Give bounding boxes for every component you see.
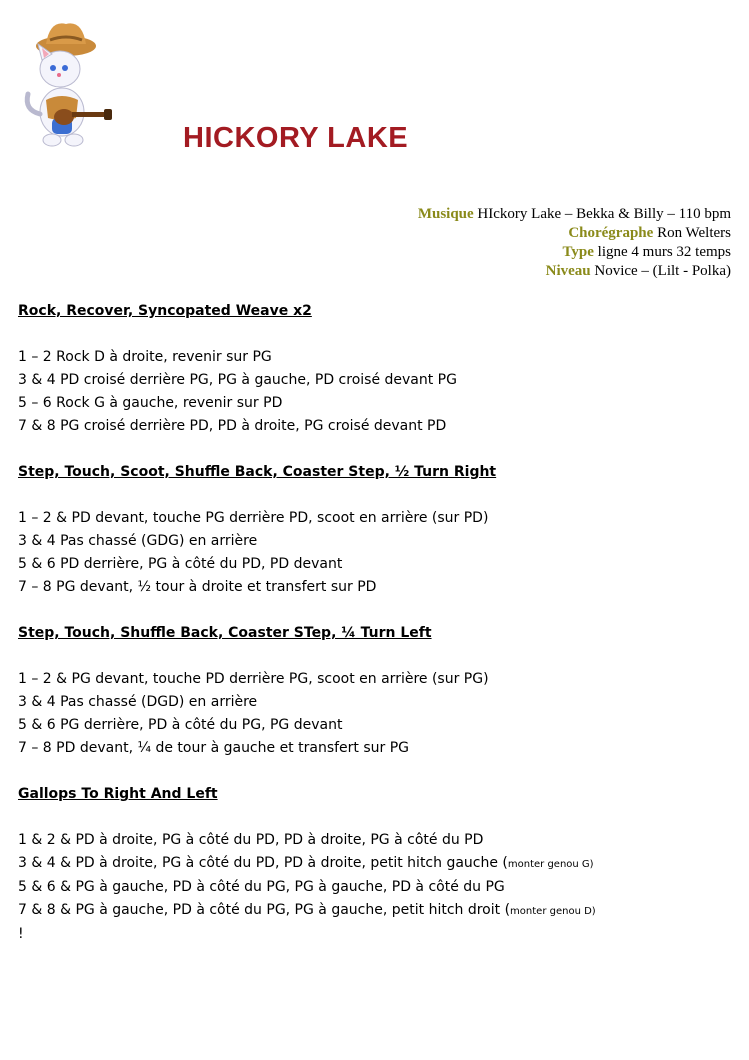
section-3 [18, 622, 738, 760]
section-1 [18, 300, 738, 438]
info-level: Niveau Novice – (Lilt - Polka) [545, 263, 731, 279]
step-line [18, 899, 738, 923]
info-choreographer: Chorégraphe Ron Welters [568, 225, 731, 241]
step-text: 7 & 8 & PG à gauche, PD à côté du PG, PG à gauche, petit hitch droit ( [18, 902, 511, 918]
step-line: 1 – 2 & PD devant, touche PG derrière PD, scoot en arrière (sur PD) [18, 510, 489, 526]
section-4 [18, 783, 738, 946]
step-note: monter genou G) [507, 859, 594, 870]
step-line: 3 & 4 PD croisé derrière PG, PG à gauche, PD croisé devant PG [18, 372, 457, 388]
info-type: Type ligne 4 murs 32 temps [562, 244, 731, 260]
section-heading: Rock, Recover, Syncopated Weave x2 [18, 303, 312, 319]
step-text: 3 & 4 & PD à droite, PG à côté du PD, PD à droite, petit hitch gauche ( [18, 855, 508, 871]
section-heading: Step, Touch, Shuffle Back, Coaster STep, ¼ Turn Left [18, 625, 432, 641]
step-line: 1 – 2 Rock D à droite, revenir sur PG [18, 349, 272, 365]
step-line: 3 & 4 Pas chassé (GDG) en arrière [18, 533, 258, 549]
step-line: 5 & 6 PG derrière, PD à côté du PG, PG devant [18, 717, 343, 733]
section-heading: Gallops To Right And Left [18, 786, 218, 802]
section-heading: Step, Touch, Scoot, Shuffle Back, Coaster Step, ½ Turn Right [18, 464, 497, 480]
dance-info [418, 205, 731, 281]
step-line: 5 & 6 PD derrière, PG à côté du PD, PD devant [18, 556, 343, 572]
info-music: Musique HIckory Lake – Bekka & Billy – 110 bpm [417, 206, 731, 222]
step-line: 3 & 4 Pas chassé (DGD) en arrière [18, 694, 258, 710]
step-line: 1 & 2 & PD à droite, PG à côté du PD, PD à droite, PG à côté du PD [18, 832, 484, 848]
step-line [18, 852, 738, 876]
step-line: 7 & 8 PG croisé derrière PD, PD à droite, PG croisé devant PD [18, 418, 447, 434]
step-line: 7 – 8 PG devant, ½ tour à droite et transfert sur PD [18, 579, 377, 595]
step-note: monter genou D) [510, 906, 596, 917]
step-line: 7 – 8 PD devant, ¼ de tour à gauche et transfert sur PG [18, 740, 410, 756]
end-mark: ! [18, 926, 24, 942]
cowboy-cat-logo [16, 14, 116, 150]
step-sheet [18, 300, 738, 969]
section-2 [18, 461, 738, 599]
document-title: HICKORY LAKE [183, 122, 409, 154]
step-line: 1 – 2 & PG devant, touche PD derrière PG, scoot en arrière (sur PG) [18, 671, 489, 687]
step-line: 5 – 6 Rock G à gauche, revenir sur PD [18, 395, 283, 411]
step-line: 5 & 6 & PG à gauche, PD à côté du PG, PG à gauche, PD à côté du PG [18, 879, 505, 895]
